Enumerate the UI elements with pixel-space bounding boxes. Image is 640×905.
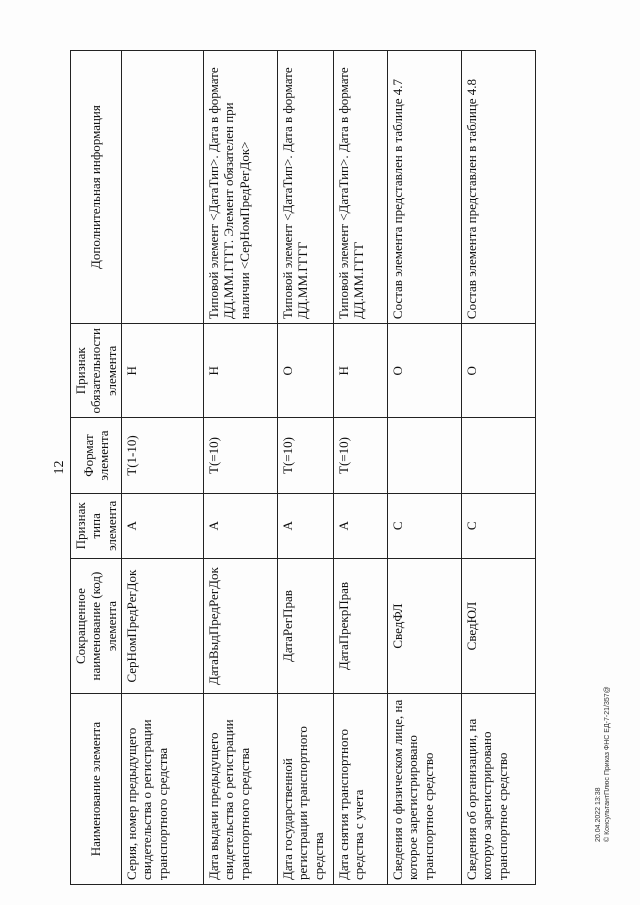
header-name: Наименование элемента xyxy=(71,694,122,885)
cell-type: С xyxy=(387,493,461,558)
table-row xyxy=(121,51,203,885)
cell-format: Т(=10) xyxy=(277,418,333,493)
cell-type: А xyxy=(277,493,333,558)
cell-required: О xyxy=(387,324,461,418)
cell-name: Сведения об организации, на которую зарегистрировано транспортное средство xyxy=(461,694,535,885)
cell-type: С xyxy=(461,493,535,558)
table-row xyxy=(387,51,461,885)
cell-required: О xyxy=(461,324,535,418)
cell-format xyxy=(387,418,461,493)
footer-date: 20.04.2022 13:38 xyxy=(595,787,602,842)
cell-type: А xyxy=(203,493,277,558)
cell-info: Типовой элемент <ДатаТип>. Дата в формате ДД.ММ.ГГГГ xyxy=(333,51,387,324)
cell-info: Состав элемента представлен в таблице 4.8 xyxy=(461,51,535,324)
cell-code: СерНомПредРегДок xyxy=(121,559,203,694)
elements-table xyxy=(70,50,536,885)
cell-info xyxy=(121,51,203,324)
header-format: Формат элемента xyxy=(71,418,122,493)
footer-source: © КонсультантПлюс Приказ ФНС ЕД-7-21/357@ xyxy=(603,686,611,842)
cell-code: СведЮЛ xyxy=(461,559,535,694)
table-row xyxy=(203,51,277,885)
cell-code: ДатаПрекрПрав xyxy=(333,559,387,694)
cell-format: Т(=10) xyxy=(333,418,387,493)
cell-type: А xyxy=(333,493,387,558)
cell-info: Состав элемента представлен в таблице 4.7 xyxy=(387,51,461,324)
cell-name: Серия, номер предыдущего свидетельства о регистрации транспортного средства xyxy=(121,694,203,885)
header-code: Сокращенное наименование (код) элемента xyxy=(71,559,122,694)
cell-format: Т(=10) xyxy=(203,418,277,493)
footer-stamp xyxy=(595,686,611,843)
cell-name: Дата снятия транспортного средства с учета xyxy=(333,694,387,885)
cell-code: СведФЛ xyxy=(387,559,461,694)
rotated-content xyxy=(52,50,627,885)
cell-required: Н xyxy=(121,324,203,418)
page-number: 12 xyxy=(52,460,67,475)
cell-info: Типовой элемент <ДатаТип>. Дата в формате ДД.ММ.ГГГГ xyxy=(277,51,333,324)
table-row xyxy=(333,51,387,885)
cell-name: Сведения о физическом лице, на которое зарегистрировано транспортное средство xyxy=(387,694,461,885)
header-required: Признак обязательности элемента xyxy=(71,324,122,418)
cell-info: Типовой элемент <ДатаТип>. Дата в формате ДД.ММ.ГГГГ. Элемент обязателен при наличии <СерНомПредРегДок> xyxy=(203,51,277,324)
cell-name: Дата выдачи предыдущего свидетельства о регистрации транспортного средства xyxy=(203,694,277,885)
header-info: Дополнительная информация xyxy=(71,51,122,324)
table-header-row xyxy=(71,51,122,885)
cell-code: ДатаВыдПредРегДок xyxy=(203,559,277,694)
cell-required: О xyxy=(277,324,333,418)
table-row xyxy=(461,51,535,885)
cell-name: Дата государственной регистрации транспортного средства xyxy=(277,694,333,885)
cell-format: Т(1-10) xyxy=(121,418,203,493)
cell-required: Н xyxy=(333,324,387,418)
cell-format xyxy=(461,418,535,493)
cell-type: А xyxy=(121,493,203,558)
table-row xyxy=(277,51,333,885)
cell-code: ДатаРегПрав xyxy=(277,559,333,694)
header-type: Признак типа элемента xyxy=(71,493,122,558)
cell-required: Н xyxy=(203,324,277,418)
